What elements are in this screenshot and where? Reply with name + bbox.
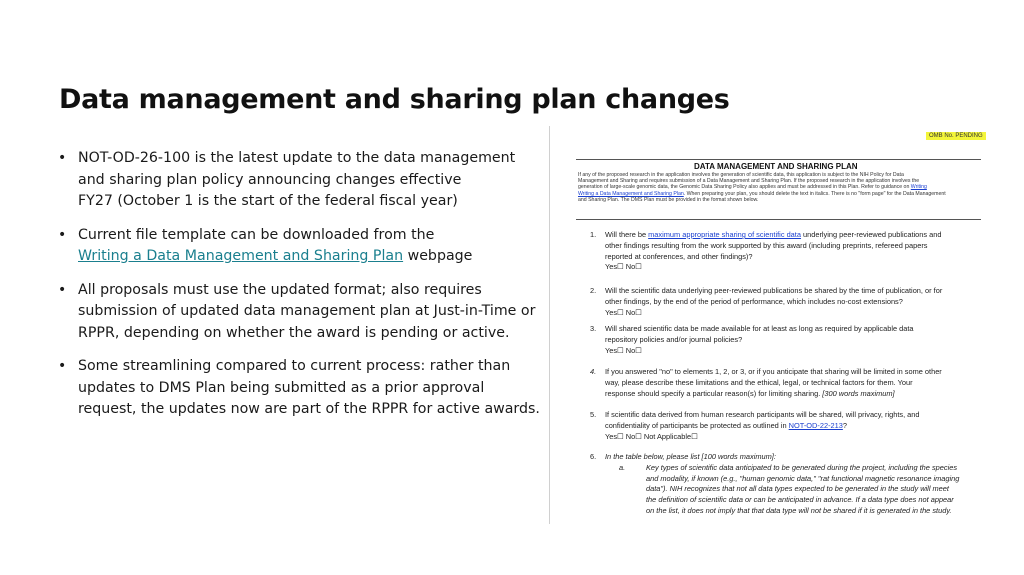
bullet-list (56, 148, 540, 433)
question-number: 2. (590, 286, 597, 295)
question-answer: Yes☐ No☐ (605, 307, 642, 317)
doc-intro-line: If any of the proposed research in the application involves the generation of scientific data, this application is subject to the NIH Policy for Data (578, 172, 904, 178)
bullet-text: FY27 (October 1 is the start of the federal fiscal year) (78, 193, 458, 209)
bullet-text: NOT-OD-26-100 is the latest update to the data management (78, 150, 516, 166)
doc-question-6 (590, 452, 990, 517)
question-line: In the table below, please list [100 words maximum]: (605, 452, 776, 461)
doc-intro (578, 172, 982, 203)
question-line: reported at conferences, and other findings)? (605, 251, 753, 261)
doc-intro-text: . When preparing your plan, you should delete the text in italics. There is no "form page" for the Data Management (683, 190, 946, 197)
doc-intro-line (578, 191, 982, 197)
question-line (590, 389, 990, 400)
question-line: way, please describe these limitations and the ethical, legal, or technical factors for them. Your (605, 377, 913, 387)
bullet-text: and sharing plan policy announcing changes effective (78, 171, 462, 188)
question-text: response should specify a particular reason(s) for limiting sharing. (605, 388, 821, 398)
bullet-text: Some streamlining compared to current process: rather than (78, 358, 511, 374)
sub-item-line: and modality, if known (e.g., "human genomic data," "rat functional magnetic resonance imaging (646, 473, 960, 483)
bullet-text: request, the updates now are part of the RPPR for active awards. (78, 401, 540, 417)
sub-item-label: a. (619, 462, 626, 472)
question-line: If you answered "no" to elements 1, 2, or 3, or if you anticipate that sharing will be limited in some other (605, 367, 942, 376)
question-line (590, 230, 990, 241)
question-text: confidentiality of participants be protected as outlined in (605, 420, 789, 430)
question-number: 3. (590, 324, 597, 333)
bullet-text: submission of updated data management plan at Just-in-Time or (78, 303, 536, 319)
question-text: Will there be (605, 230, 649, 239)
doc-intro-line: Management and Sharing and requires submission of a Data Management and Sharing Plan. If the proposed research in the application involves the (578, 178, 920, 185)
doc-intro-link[interactable]: Writing (910, 184, 927, 191)
bullet-text: Current file template can be downloaded from the (78, 226, 435, 243)
bullet-dot-icon: • (58, 150, 67, 166)
question-number: 1. (590, 230, 597, 239)
doc-intro-line: and Sharing Plan. The DMS Plan must be provided in the format shown below. (578, 196, 759, 203)
doc-question-3 (590, 324, 990, 356)
question-line: Will the scientific data underlying peer-reviewed publications be shared by the time of publication, or for (605, 286, 943, 295)
sub-item-line: data"). NIH recognizes that not all data types expected to be generated in the study will meet (646, 484, 949, 494)
bullet-item (56, 225, 536, 268)
sub-item-line: on the list, it does not imply that that data type will not be shared if it is generated in the study. (646, 505, 952, 515)
bullet-text: updates to DMS Plan being submitted as a prior approval (78, 379, 485, 396)
question-text: [300 words maximum] (820, 388, 895, 398)
doc-question-5 (590, 410, 990, 442)
doc-intro-link[interactable]: Writing a Data Management and Sharing Plan (578, 190, 684, 197)
question-text: underlying peer-reviewed publications and (800, 230, 942, 239)
bullet-dot-icon: • (58, 358, 67, 374)
not-od-22-213-link[interactable]: NOT-OD-22-213 (788, 420, 843, 430)
doc-question-4 (590, 367, 990, 399)
question-number: 5. (590, 410, 597, 419)
bullet-dot-icon: • (58, 281, 67, 298)
dms-plan-document-image (549, 126, 1010, 524)
bullet-dot-icon: • (58, 226, 67, 243)
question-line: repository policies and/or journal policies? (605, 334, 743, 344)
question-number: 4. (590, 367, 597, 376)
bullet-item (56, 280, 536, 345)
question-number: 6. (590, 452, 597, 461)
question-answer: Yes☐ No☐ (605, 262, 642, 272)
question-line: If scientific data derived from human research participants will be shared, will privacy, rights, and (605, 410, 920, 419)
question-line: Will shared scientific data be made available for at least as long as required by applicable data (605, 324, 914, 333)
bullet-text: RPPR, depending on whether the award is pending or active. (78, 324, 510, 341)
bullet-text: webpage (403, 248, 473, 264)
sub-item-line: the definition of scientific data or can be anticipated in advance. If a data type does not appear (646, 495, 954, 505)
question-text: ? (842, 420, 847, 430)
max-sharing-link[interactable]: maximum appropriate sharing of scientific data (648, 230, 801, 239)
doc-question-2 (590, 286, 990, 318)
slide-title: Data management and sharing plan changes (59, 84, 730, 115)
bullet-item (56, 356, 540, 421)
doc-title: DATA MANAGEMENT AND SHARING PLAN (694, 162, 858, 171)
omb-pending-label: OMB No. PENDING (926, 132, 986, 140)
question-answer: Yes☐ No☐ (605, 345, 642, 355)
question-line: other findings, by the end of the period of performance, which includes no-cost extensions? (605, 296, 903, 306)
writing-dms-plan-link[interactable]: Writing a Data Management and Sharing Plan (78, 248, 404, 264)
doc-mid-rule (576, 219, 981, 220)
bullet-item (56, 148, 536, 213)
bullet-text: All proposals must use the updated format; also requires (78, 281, 482, 298)
doc-intro-text: generation of large-scale genomic data, the Genomic Data Sharing Policy also applies and must be addressed in this Plan. Refer to guidance on (578, 184, 910, 191)
question-line (590, 421, 990, 432)
question-line: other findings resulting from the work supported by this award (including preprints, refereed papers (605, 240, 928, 250)
question-answer: Yes☐ No☐ Not Applicable☐ (605, 431, 698, 441)
bullet-link-line (78, 246, 536, 268)
doc-top-rule (576, 159, 981, 160)
doc-question-1 (590, 230, 990, 273)
sub-item-line: Key types of scientific data anticipated to be generated during the project, including the species (646, 462, 958, 472)
